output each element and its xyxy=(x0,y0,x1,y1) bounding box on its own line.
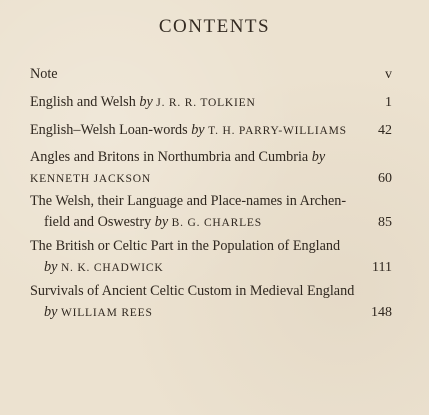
toc-entry-english-welsh-loan-words[interactable] xyxy=(30,120,392,142)
page-number: 111 xyxy=(372,260,392,275)
entry-title: The Welsh, their Language and Place-names in Archen- xyxy=(30,193,347,209)
toc-entry-british-or-celtic[interactable] xyxy=(30,236,392,279)
toc-line-1 xyxy=(30,236,392,257)
toc-line-1 xyxy=(30,281,392,302)
toc-line-2 xyxy=(30,212,392,234)
page-number: 85 xyxy=(378,215,392,230)
toc-entry-angles-and-britons[interactable] xyxy=(30,147,392,190)
toc-line-2 xyxy=(30,168,392,190)
toc-line-1 xyxy=(30,191,392,212)
entry-title: Note xyxy=(30,66,58,82)
toc-line xyxy=(30,64,392,85)
toc-entry-english-and-welsh[interactable] xyxy=(30,92,392,114)
page-number: v xyxy=(385,67,392,82)
entry-title-continuation: field and Oswestry xyxy=(44,214,152,230)
toc-line-2 xyxy=(30,257,392,279)
entry-title: English–Welsh Loan-words xyxy=(30,122,188,138)
toc-line-1 xyxy=(30,147,392,168)
entry-author: B. G. CHARLES xyxy=(171,217,262,229)
toc-entry-the-welsh-language[interactable] xyxy=(30,191,392,234)
page-number: 60 xyxy=(378,171,392,186)
entry-title: Survivals of Ancient Celtic Custom in Medieval England xyxy=(30,283,355,299)
toc-entry-note[interactable] xyxy=(30,64,392,85)
byline-word: by xyxy=(44,304,58,320)
toc-line xyxy=(30,92,392,114)
byline-word: by xyxy=(154,214,169,230)
entry-author: T. H. PARRY-WILLIAMS xyxy=(208,125,347,137)
entry-author: KENNETH JACKSON xyxy=(30,173,151,185)
byline-word: by xyxy=(191,122,205,138)
entry-author: N. K. CHADWICK xyxy=(60,262,164,274)
entry-author: WILLIAM REES xyxy=(60,307,153,319)
entry-author: J. R. R. TOLKIEN xyxy=(156,97,256,109)
page-number: 148 xyxy=(371,305,392,320)
toc-entry-survivals-of-celtic-custom[interactable] xyxy=(30,281,392,324)
page-title: CONTENTS xyxy=(158,16,271,37)
toc-line-2 xyxy=(30,302,392,324)
entry-title: English and Welsh xyxy=(30,94,136,110)
page-number: 1 xyxy=(385,95,392,110)
byline-word: by xyxy=(139,94,153,110)
byline-word: by xyxy=(311,149,326,165)
toc-line xyxy=(30,120,392,142)
entry-title: Angles and Britons in Northumbria and Cumbria xyxy=(30,149,309,165)
byline-word: by xyxy=(44,259,58,275)
page-number: 42 xyxy=(378,123,392,138)
entry-title: The British or Celtic Part in the Population of England xyxy=(30,238,341,254)
